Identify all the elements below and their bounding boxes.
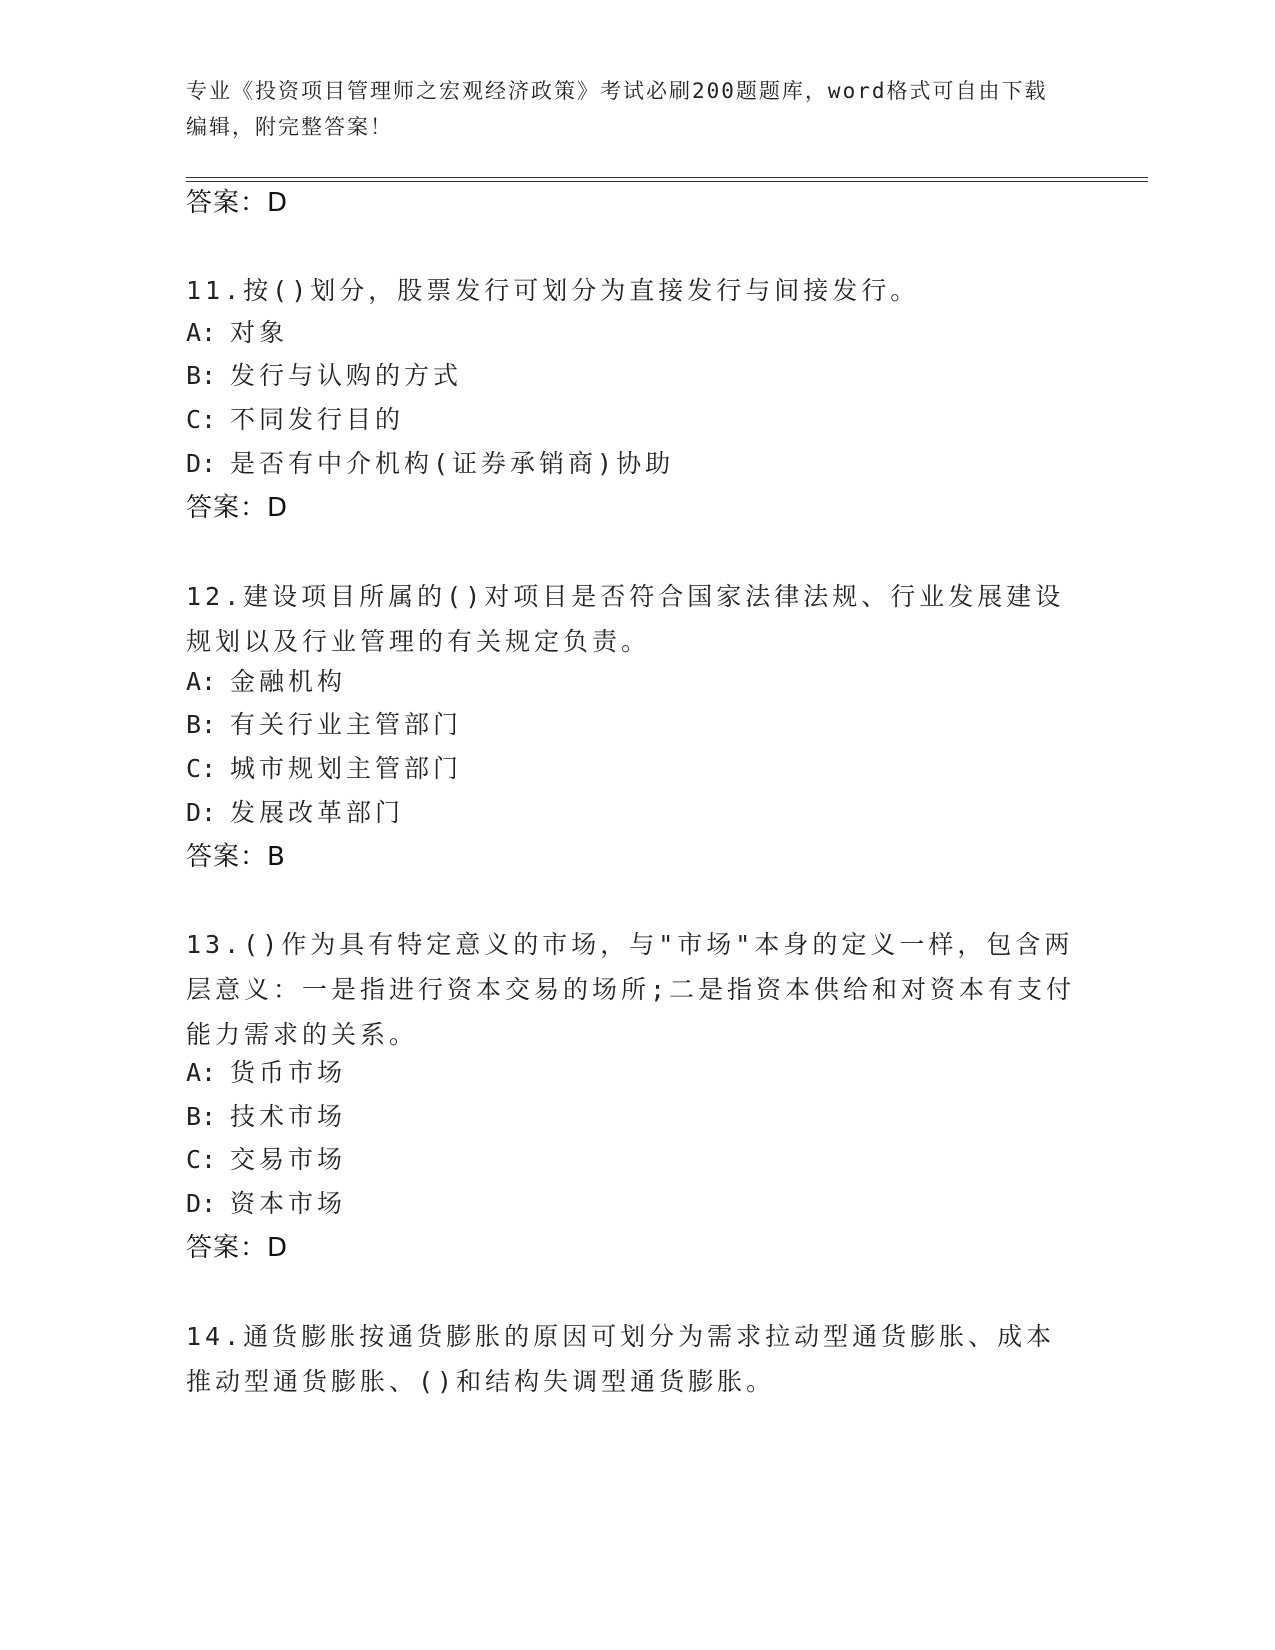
- option-text: 城市规划主管部门: [230, 754, 463, 783]
- option-c: [186, 402, 404, 438]
- option-text: 技术市场: [230, 1102, 347, 1131]
- option-letter: C:: [186, 1145, 217, 1174]
- question-stem: 12.建设项目所属的()对项目是否符合国家法律法规、行业发展建设规划以及行业管理的有关规定负责。: [186, 582, 1065, 656]
- answer-line: [186, 490, 288, 526]
- answer-label: 答案：: [186, 188, 268, 218]
- option-b: [186, 358, 462, 394]
- option-a: [186, 664, 346, 700]
- question-stem: 11.按()划分，股票发行可划分为直接发行与间接发行。: [186, 276, 920, 305]
- option-d: [186, 795, 404, 831]
- option-letter: D:: [186, 798, 217, 827]
- option-text: 发展改革部门: [230, 798, 405, 827]
- option-letter: B:: [186, 361, 217, 390]
- option-letter: D:: [186, 1189, 217, 1218]
- answer-label: 答案：: [186, 1233, 268, 1263]
- option-text: 有关行业主管部门: [230, 710, 463, 739]
- option-b: [186, 707, 462, 743]
- option-text: 对象: [230, 318, 289, 347]
- answer-value: D: [267, 1233, 289, 1263]
- answer-line: [186, 1230, 288, 1266]
- option-text: 不同发行目的: [230, 405, 405, 434]
- option-text: 是否有中介机构(证券承销商)协助: [230, 449, 675, 478]
- answer-label: 答案：: [186, 493, 268, 523]
- option-letter: A:: [186, 1058, 217, 1087]
- option-a: [186, 1055, 346, 1091]
- option-a: [186, 315, 288, 351]
- option-letter: C:: [186, 754, 217, 783]
- option-b: [186, 1099, 346, 1135]
- option-letter: D:: [186, 449, 217, 478]
- option-c: [186, 1142, 346, 1178]
- answer-line: [186, 839, 286, 875]
- answer-label: 答案：: [186, 842, 268, 872]
- question-stem: 13.()作为具有特定意义的市场，与"市场"本身的定义一样，包含两层意义：一是指进行资本交易的场所;二是指资本供给和对资本有支付能力需求的关系。: [186, 930, 1076, 1049]
- option-text: 交易市场: [230, 1145, 347, 1174]
- option-text: 金融机构: [230, 667, 347, 696]
- answer-line: [186, 185, 288, 221]
- question-stem: 14.通货膨胀按通货膨胀的原因可划分为需求拉动型通货膨胀、成本推动型通货膨胀、()和结构失调型通货膨胀。: [186, 1322, 1056, 1396]
- option-letter: B:: [186, 1102, 217, 1131]
- option-d: [186, 1186, 346, 1222]
- option-text: 资本市场: [230, 1189, 347, 1218]
- answer-value: D: [267, 188, 289, 218]
- option-text: 发行与认购的方式: [230, 361, 463, 390]
- option-text: 货币市场: [230, 1058, 347, 1087]
- option-letter: A:: [186, 318, 217, 347]
- option-letter: A:: [186, 667, 217, 696]
- option-c: [186, 751, 462, 787]
- answer-value: B: [267, 842, 286, 872]
- answer-value: D: [267, 493, 289, 523]
- option-letter: B:: [186, 710, 217, 739]
- header-divider-line: [186, 177, 1148, 178]
- page-header: 专业《投资项目管理师之宏观经济政策》考试必刷200题题库，word格式可自由下载编辑，附完整答案！: [186, 79, 1048, 139]
- option-letter: C:: [186, 405, 217, 434]
- header-divider-line-2: [186, 181, 1148, 182]
- option-d: [186, 446, 674, 482]
